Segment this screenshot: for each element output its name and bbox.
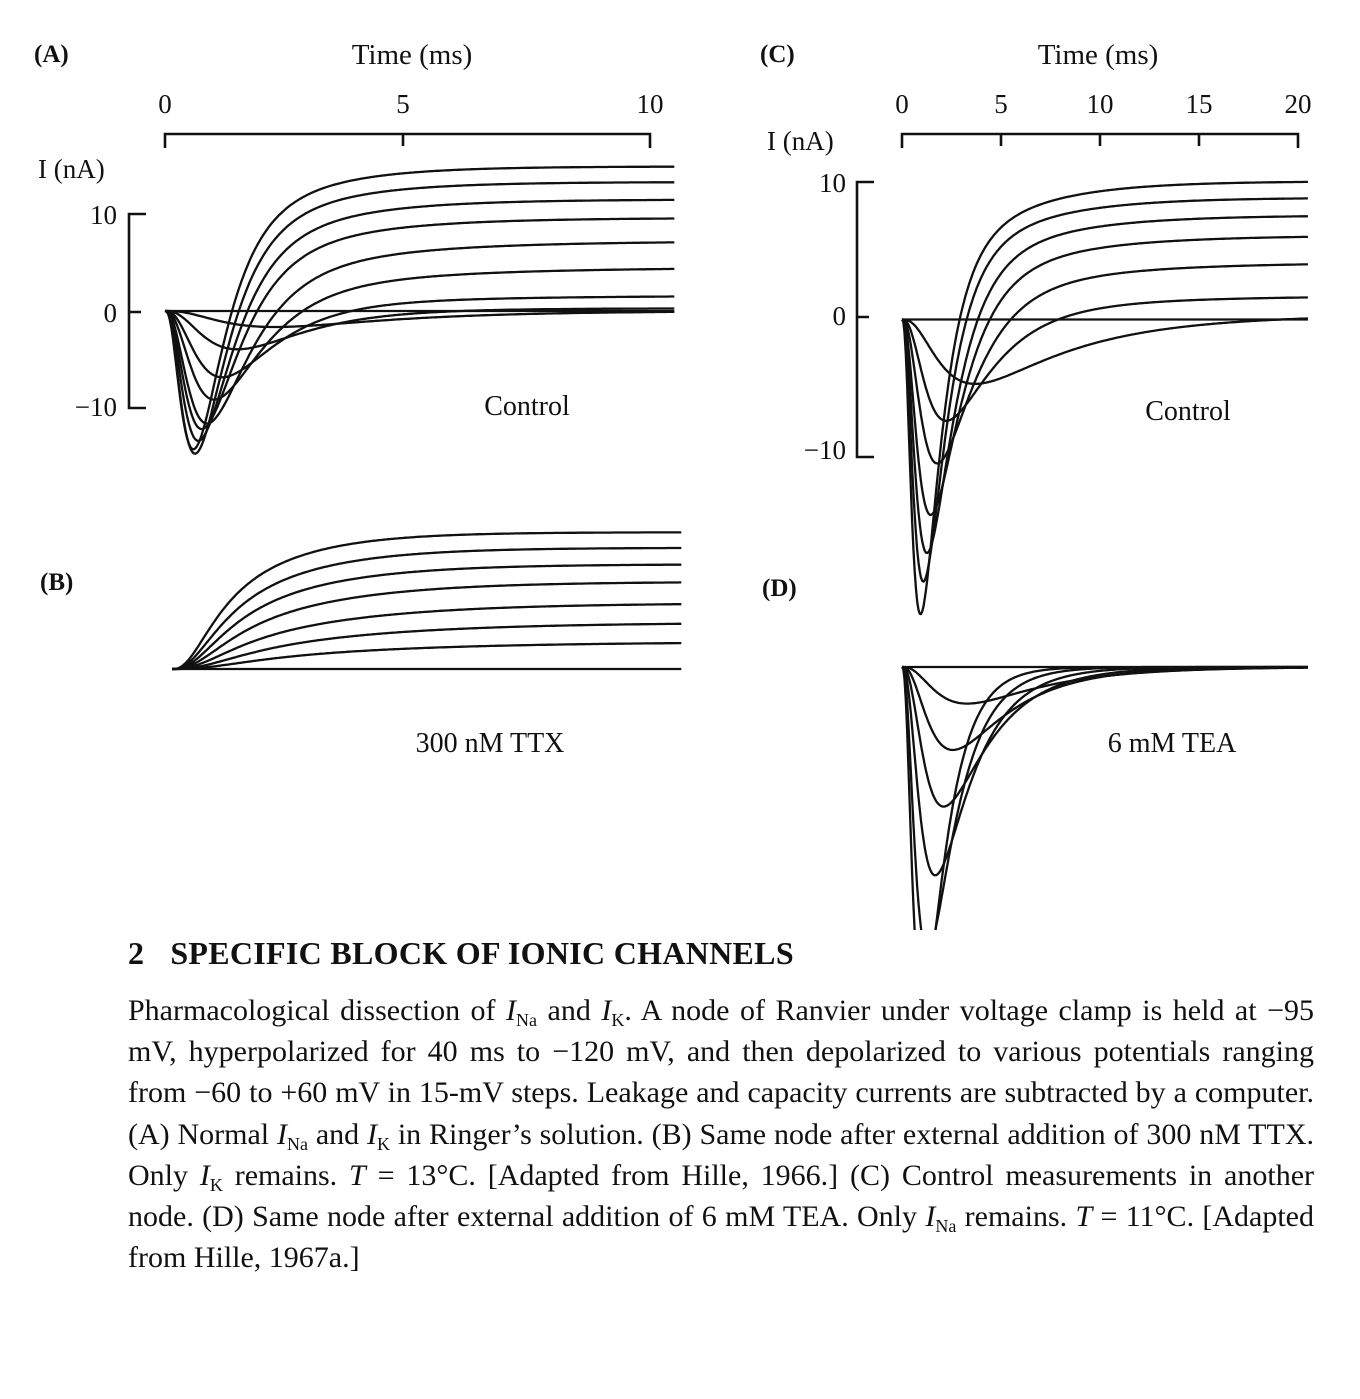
caption-text: remains. <box>956 1200 1076 1234</box>
panel-a-y-tick-label: 0 <box>103 298 117 328</box>
panel-a-traces <box>165 167 674 454</box>
panel-a-time-axis <box>158 89 663 148</box>
current-trace <box>902 667 1308 930</box>
caption-symbol <box>925 1200 957 1237</box>
caption-symbol-letter: I <box>601 994 612 1027</box>
figure-caption <box>128 935 1314 1278</box>
panel-c-label: (C) <box>760 41 795 68</box>
caption-text: . A node of Ranvier under voltage clamp is held at −95 mV, hyperpolarized for 40 ms to −120 mV, and then depolarized to various potentials ranging from −60 to +60 mV in 15-mV steps. Leakage and capacity currents are subtracted by a computer. (A) Normal <box>128 994 1314 1151</box>
panel-c-x-tick-label: 5 <box>994 89 1008 119</box>
current-trace <box>902 667 1308 750</box>
panel-a-ylabel: I (nA) <box>38 154 105 184</box>
caption-text: in Ringer’s solution. (B) Same node after external addition of 300 nM TTX. Only <box>128 1117 1314 1192</box>
caption-symbol-letter: T <box>349 1158 366 1192</box>
caption-symbol <box>601 994 625 1030</box>
panel-d-condition: 6 mM TEA <box>1107 728 1237 759</box>
caption-symbol-letter: I <box>199 1158 210 1192</box>
caption-symbol <box>199 1158 223 1195</box>
panel-a <box>34 39 674 454</box>
panel-c-ylabel: I (nA) <box>767 126 834 156</box>
caption-text: and <box>307 1117 367 1151</box>
panel-c-y-tick-label: −10 <box>803 435 846 465</box>
panel-c-y-tick-label: 10 <box>819 168 846 198</box>
panel-a-time-axis-line <box>165 134 650 148</box>
caption-text: = 11°C. [Adapted from Hille, 1967a.] <box>128 1200 1314 1275</box>
panel-b-traces <box>172 532 681 669</box>
caption-symbol <box>1075 1200 1092 1233</box>
panel-d-label: (D) <box>762 575 797 602</box>
panel-c-x-tick-label: 15 <box>1185 89 1213 119</box>
caption-symbol <box>349 1159 366 1192</box>
caption-body <box>128 990 1314 1278</box>
current-trace <box>902 667 1308 807</box>
panel-c-y-tick-label: 0 <box>832 301 846 331</box>
current-trace <box>902 198 1308 581</box>
panel-c-time-title: Time (ms) <box>1037 39 1159 71</box>
caption-number: 2 <box>128 935 145 971</box>
caption-symbol-letter: I <box>925 1200 936 1234</box>
panel-c <box>760 39 1312 614</box>
current-trace <box>902 264 1308 463</box>
current-trace <box>902 297 1308 420</box>
current-trace <box>165 200 674 441</box>
caption-symbol-letter: T <box>1075 1200 1093 1234</box>
caption-symbol <box>506 994 538 1030</box>
panel-c-time-axis <box>895 89 1311 148</box>
panel-a-current-axis-line <box>129 214 146 408</box>
panel-c-x-tick-label: 10 <box>1086 89 1114 119</box>
current-trace <box>172 643 681 669</box>
current-trace <box>902 667 1308 704</box>
panel-b <box>40 532 681 759</box>
caption-symbol-subscript: Na <box>286 1133 308 1154</box>
panel-a-time-title: Time (ms) <box>351 39 473 71</box>
caption-symbol-letter: I <box>276 1117 287 1151</box>
panel-c-current-axis <box>804 168 874 465</box>
caption-symbol-subscript: Na <box>935 1216 957 1237</box>
panel-d <box>762 575 1308 930</box>
caption-title <box>128 935 1314 972</box>
current-trace <box>902 667 1308 930</box>
panel-b-label: (B) <box>40 569 74 596</box>
panel-c-time-axis-line <box>902 134 1298 148</box>
panel-a-current-axis <box>75 200 146 422</box>
panel-a-x-tick-label: 5 <box>396 89 410 119</box>
panel-b-condition: 300 nM TTX <box>415 728 565 759</box>
caption-text: = 13°C. [Adapted from Hille, 1966.] (C) Control measurements in another node. (D) Same node after external addition of 6 mM TEA. Only <box>128 1158 1314 1234</box>
panel-a-x-tick-label: 0 <box>158 89 172 119</box>
panel-c-current-axis-line <box>857 182 874 457</box>
panel-c-x-tick-label: 0 <box>895 89 909 119</box>
caption-text: and <box>537 994 602 1027</box>
panel-a-condition: Control <box>484 391 570 422</box>
current-trace <box>165 269 674 400</box>
caption-symbol <box>276 1117 308 1154</box>
caption-text: Pharmacological dissection of <box>128 994 507 1027</box>
caption-title-text: SPECIFIC BLOCK OF IONIC CHANNELS <box>170 935 794 971</box>
panel-d-traces <box>902 667 1308 930</box>
panel-c-condition: Control <box>1145 396 1231 427</box>
panel-c-traces <box>902 182 1308 614</box>
panel-a-y-tick-label: −10 <box>74 392 117 422</box>
current-trace <box>902 667 1308 875</box>
caption-symbol-letter: I <box>506 994 517 1027</box>
caption-symbol-subscript: K <box>209 1174 223 1195</box>
panel-c-x-tick-label: 20 <box>1284 89 1312 119</box>
current-trace <box>902 216 1308 553</box>
caption-symbol-subscript: K <box>611 1010 625 1030</box>
caption-symbol-subscript: K <box>376 1133 390 1154</box>
caption-text: remains. <box>222 1158 350 1192</box>
caption-symbol <box>366 1117 390 1154</box>
panel-a-x-tick-label: 10 <box>636 89 664 119</box>
panel-a-y-tick-label: 10 <box>90 200 117 230</box>
caption-symbol-subscript: Na <box>516 1010 538 1030</box>
panel-a-label: (A) <box>34 41 69 68</box>
caption-symbol-letter: I <box>366 1117 377 1151</box>
